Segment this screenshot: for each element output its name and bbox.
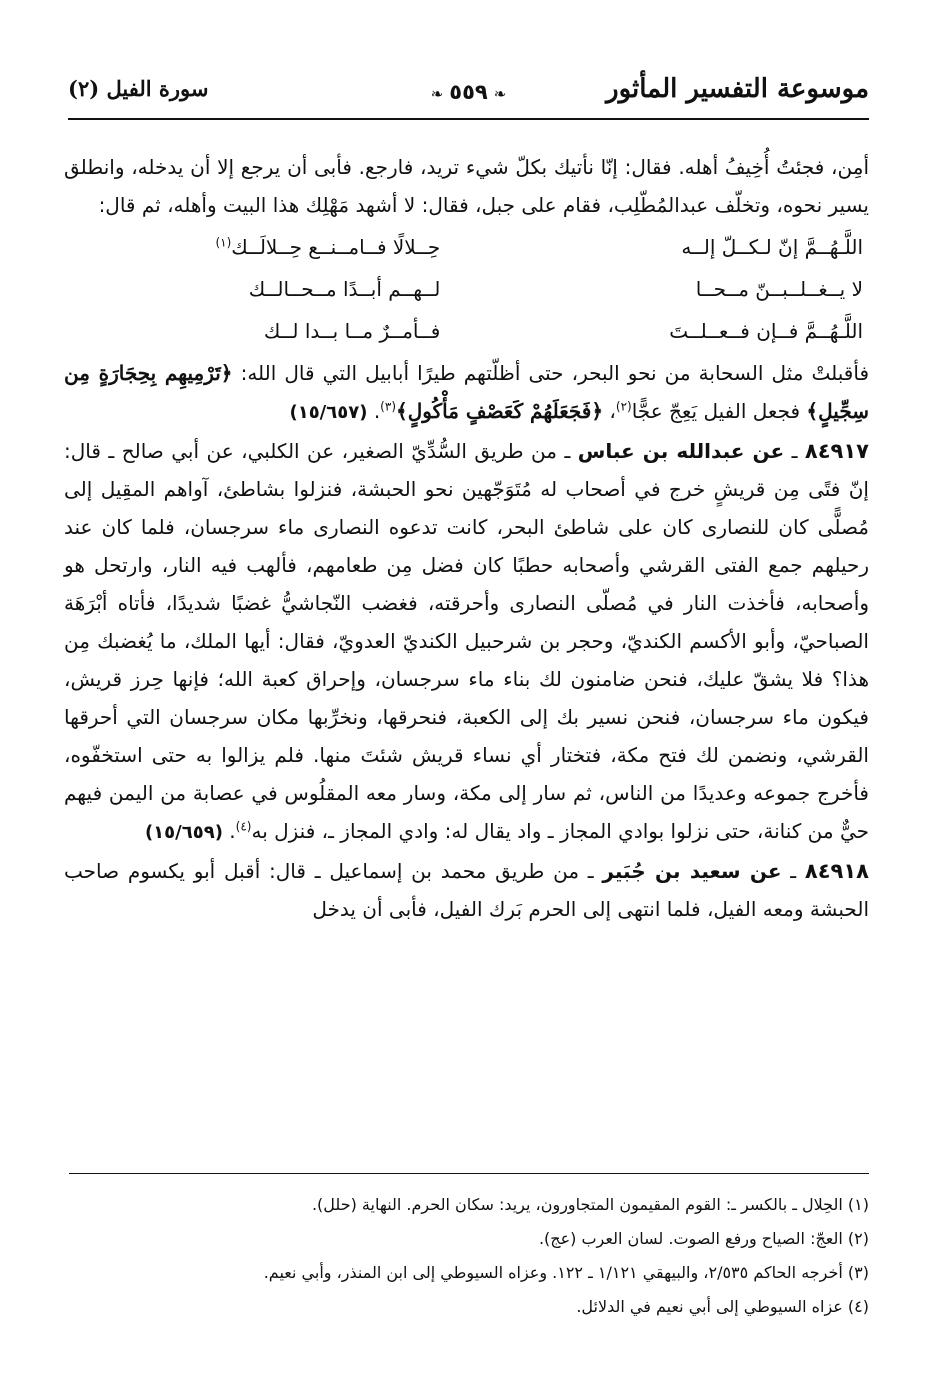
after-poem-text: فأقبلتْ مثل السحابة من نحو البحر، حتى أظلّتهم طيرًا أبابيل التي قال الله: (240, 361, 870, 385)
verse-2-right-hemistich: لا يــغــلــبــنّ مــحــا (695, 277, 863, 301)
hadith-number: ٨٤٩١٧ (804, 439, 869, 463)
header-divider (68, 118, 869, 120)
verse-1-right-hemistich: اللَّـهُــمَّ إنّ لـكــلّ إلــه (681, 235, 863, 259)
verse-2-left-hemistich: لــهــم أبــدًا مــحــالــك (248, 277, 441, 301)
running-header (68, 68, 869, 114)
volume-page-ref: (١٥/٦٥٩) (144, 822, 223, 843)
surah-label: سورة الفيل (٢) (68, 76, 209, 101)
hadith-narrator: عن عبدالله بن عباس (577, 439, 785, 463)
poem-verse-2 (64, 268, 869, 310)
hadith-number: ٨٤٩١٨ (804, 859, 869, 883)
after-poem-paragraph (64, 354, 869, 432)
hadith-text: ـ من طريق السُّدِّيّ الصغير، عن الكلبي، عن أبي صالح ـ قال: إنّ فتًى مِن قريشٍ خرج في أصحاب له مُتَوَجّهين نحو الحبشة، فنزلوا بشاطئ، آواهم المقِيل إلى مُصلًّى كان للنصارى كان على شاطئ البحر، كانت تدعوه النصارى ماء سرجسان، فلما كان عند رحيلهم جمع الفتى القرشي وأصحابه حطبًا كان فضل مِن طعامهم، فألهب فيه النار، وارتحل هو وأصحابه، فأخذت النار في مُصلّى النصارى وأحرقته، فغضب النّجاشيُّ غضبًا شديدًا، فأتاه أبْرَهَة الصباحيّ، وأبو الأكسم الكنديّ، وحجر بن شرحبيل الكنديّ العدويّ، فقال: أيها الملك، ما يُغضبك مِن هذا؟ فلا يشقّ عليك، فنحن ضامنون لك بناء ماء سرجسان، وإحراق كعبة الله؛ فإنها حِرز قريش، فيكون ماء سرجسان، فنحن نسير بك إلى الكعبة، فنحرقها، ونخرِّبها مكان سرجسان التي أحرقها القرشي، ونضمن لك فتح مكة، فتختار أي نساء قريش شئتَ منها. فلم يزالوا به حتى استخفّوه، فأخرج جموعه وعديدًا من الناس، ثم سار إلى مكة، وسار معه المقلُوس في عصابة من اليمن فيهم حيٌّ من كنانة، حتى نزلوا بوادي المجاز ـ واد يقال له: وادي المجاز ـ، فنزل به (64, 439, 869, 843)
ornament-right-icon: ❧ (493, 85, 507, 103)
verse-1-left-hemistich (64, 226, 440, 268)
footnote-3: (٣) أخرجه الحاكم ٢/٥٣٥، والبيهقي ١/١٢١ ـ ١٢٢. وعزاه السيوطي إلى ابن المنذر، وأبي نعيم. (263, 1263, 869, 1282)
page-number-block (425, 80, 513, 104)
page-number: ٥٥٩ (449, 80, 488, 104)
footnote-2: (٢) العجّ: الصياح ورفع الصوت. لسان العرب (عج). (538, 1229, 869, 1248)
verse-3-left-hemistich: فــأمــرٌ مــا بــدا لــك (263, 319, 441, 343)
footnote-marker-3: (٣) (380, 399, 396, 414)
quran-quote-2: ﴿فَجَعَلَهُمْ كَعَصْفٍ مَأْكُولٍ﴾ (396, 399, 604, 423)
after-poem-mid-text: فجعل الفيل يَعِجّ عجًّا (631, 399, 801, 423)
volume-page-ref: (١٥/٦٥٧) (289, 402, 368, 423)
footnote-marker-4: (٤) (235, 819, 252, 834)
poem (64, 226, 869, 352)
poem-verse-3 (64, 310, 869, 352)
book-title: موسوعة التفسير المأثور (606, 74, 869, 104)
verse-1-left-text: حِــلالًا فــامــنــع حِــلالَــك (231, 235, 441, 259)
main-text (64, 148, 869, 928)
hadith-end: . (229, 819, 236, 843)
after-poem-end: . (373, 399, 381, 423)
after-poem-separator: ، (609, 399, 616, 423)
hadith-84918: ٨٤٩١٨ ـ عن سعيد بن جُبَير ـ من طريق محمد بن إسماعيل ـ قال: أقبل أبو يكسوم صاحب الحبشة ومعه الفيل، فلما انتهى إلى الحرم بَرك الفيل، فأبى أن يدخل (64, 859, 869, 921)
poem-verse-1 (64, 226, 869, 268)
footnote-1: (١) الحِلال ـ بالكسر ـ: القوم المقيمون المتجاورون، يريد: سكان الحرم. النهاية (حلل). (311, 1195, 869, 1214)
footnote-divider (69, 1173, 869, 1174)
footnote-marker-2: (٢) (615, 399, 632, 414)
intro-paragraph: أمِن، فجئتُ أُخِيفُ أهله. فقال: إنّا نأتيك بكلّ شيء تريد، فارجع. فأبى أن يرجع إلا أن يدخله، وانطلق يسير نحوه، وتخلّف عبدالمُطّلِب، فقام على جبل، فقال: لا أشهد مَهْلِك هذا البيت وأهله، ثم قال: (64, 155, 869, 217)
ornament-left-icon: ❧ (430, 85, 444, 103)
hadith-text: ـ من طريق محمد بن إسماعيل ـ قال: أقبل أبو يكسوم صاحب الحبشة ومعه الفيل، فلما انتهى إلى الحرم بَرك الفيل، فأبى أن يدخل (64, 859, 869, 921)
footnote-4: (٤) عزاه السيوطي إلى أبي نعيم في الدلائل. (576, 1297, 869, 1316)
footnotes (68, 1188, 869, 1324)
footnote-marker-1: (١) (215, 235, 232, 250)
quran-quote-1: ﴿تَرْمِيهِم بِحِجَارَةٍ مِن سِجِّيلٍ﴾ (64, 361, 869, 423)
verse-3-right-hemistich: اللَّـهُــمَّ فــإن فــعــلــتَ (669, 319, 863, 343)
hadith-84917: ٨٤٩١٧ ـ عن عبدالله بن عباس ـ من طريق السُّدِّيّ الصغير، عن الكلبي، عن أبي صالح ـ قال: إنّ فتًى مِن قريشٍ خرج في أصحاب له مُتَوَجّهين نحو الحبشة، فنزلوا بشاطئ، آواهم المقِيل إلى مُصلًّى كان للنصارى كان على شاطئ البحر، كانت تدعوه النصارى ماء سرجسان، فلما كان عند رحيلهم جمع الفتى القرشي وأصحابه حطبًا كان فضل مِن طعامهم، فألهب فيه النار، وارتحل هو وأصحابه، فأخذت النار في مُصلّى النصارى وأحرقته، فغضب النّجاشيُّ غضبًا شديدًا، فأتاه أبْرَهَة الصباحيّ، وأبو الأكسم الكنديّ، وحجر بن شرحبيل الكنديّ العدويّ، فقال: أيها الملك، ما يُغضبك مِن هذا؟ فلا يشقّ عليك، فنحن ضامنون لك بناء ماء سرجسان، وإحراق كعبة الله؛ فإنها حِرز قريش، فيكون ماء سرجسان، فنحن نسير بك إلى الكعبة، فنحرقها، ونخرِّبها مكان سرجسان التي أحرقها القرشي، ونضمن لك فتح مكة، فتختار أي نساء قريش شئتَ منها. فلم يزالوا به حتى استخفّوه، فأخرج جموعه وعديدًا من الناس، ثم سار إلى مكة، وسار معه المقلُوس في عصابة من اليمن فيهم حيٌّ من كنانة، حتى نزلوا بوادي المجاز ـ واد يقال له: وادي المجاز ـ، فنزل به$^{(٤)}$. (١٥/٦٥٩) (64, 439, 869, 843)
hadith-narrator: عن سعيد بن جُبَير (602, 859, 782, 883)
